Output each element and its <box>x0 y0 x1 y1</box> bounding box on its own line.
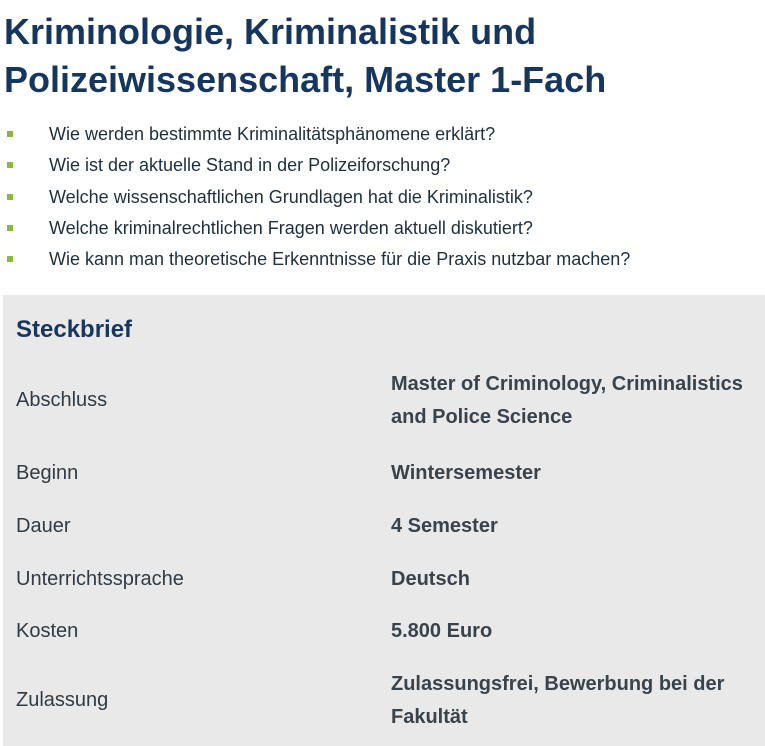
question-item <box>0 119 765 150</box>
facts-panel-title: Steckbrief <box>16 316 133 343</box>
question-text: Welche kriminalrechtlichen Fragen werden aktuell diskutiert? <box>49 217 533 238</box>
fact-label-language: Unterrichtssprache <box>16 568 184 590</box>
fact-label-duration: Dauer <box>16 515 71 537</box>
fact-value-language: Deutsch <box>391 568 470 590</box>
fact-value-admission: Zulassungsfrei, Bewerbung bei der Fakultät <box>391 673 725 728</box>
fact-label-admission: Zulassung <box>16 689 109 711</box>
question-text: Wie werden bestimmte Kriminalitätsphänomene erklärt? <box>49 124 496 144</box>
question-item <box>0 150 765 181</box>
square-bullet-icon <box>7 256 13 262</box>
question-item <box>0 182 765 213</box>
page-title: Kriminologie, Kriminalistik und Polizeiwissenschaft, Master 1-Fach <box>4 11 607 100</box>
question-text: Wie ist der aktuelle Stand in der Polizeiforschung? <box>49 155 451 176</box>
fact-value-degree: Master of Criminology, Criminalistics and Police Science <box>391 373 743 428</box>
question-text: Welche wissenschaftlichen Grundlagen hat die Kriminalistik? <box>49 186 533 207</box>
fact-value-costs: 5.800 Euro <box>391 620 493 642</box>
fact-value-duration: 4 Semester <box>391 515 498 537</box>
question-list <box>0 119 765 275</box>
question-text: Wie kann man theoretische Erkenntnisse für die Praxis nutzbar machen? <box>49 249 631 269</box>
fact-label-costs: Kosten <box>16 620 79 642</box>
fact-label-degree: Abschluss <box>16 389 108 411</box>
question-item <box>0 244 765 275</box>
square-bullet-icon <box>7 225 13 231</box>
square-bullet-icon <box>7 131 13 137</box>
fact-value-start: Wintersemester <box>391 462 541 484</box>
fact-label-start: Beginn <box>16 462 79 484</box>
program-facts-panel <box>3 295 765 746</box>
square-bullet-icon <box>7 194 13 200</box>
square-bullet-icon <box>7 162 13 168</box>
question-item <box>0 213 765 244</box>
